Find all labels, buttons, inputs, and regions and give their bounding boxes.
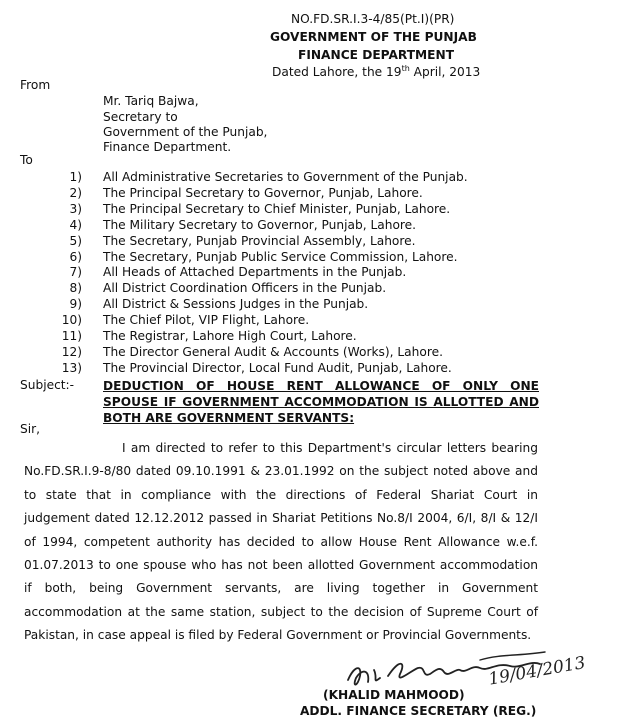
recipient-number: 9) xyxy=(69,297,82,312)
recipient-number: 10) xyxy=(61,313,82,328)
body-paragraph xyxy=(24,437,538,648)
recipient-text: The Director General Audit & Accounts (Works), Lahore. xyxy=(103,344,443,359)
recipient-text: The Registrar, Lahore High Court, Lahore. xyxy=(103,329,357,343)
recipient-number: 8) xyxy=(69,281,82,296)
recipient-number: 11) xyxy=(61,329,82,343)
reference-number: NO.FD.SR.I.3-4/85(Pt.I)(PR) xyxy=(291,12,455,26)
recipient-text: All District & Sessions Judges in the Punjab. xyxy=(103,297,369,312)
recipient-text: The Secretary, Punjab Public Service Commission, Lahore. xyxy=(103,249,458,264)
from-line: Mr. Tariq Bajwa, xyxy=(103,94,199,108)
department-heading: FINANCE DEPARTMENT xyxy=(298,48,455,62)
signatory-name: (KHALID MAHMOOD) xyxy=(323,688,465,702)
body-text: I am directed to refer to this Department's circular letters bearing No.FD.SR.I.9-8/80 dated 09.10.1991 & 23.01.1992 on the subject noted above and to state that in compliance with the directions of Federal Shariat Court in judgement dated 12.12.2012 passed in Shariat Petitions No.8/I 2004, 6/I, 8/I & 12/I of 1994, competent authority has decided to allow House Rent Allowance w.e.f. 01.07.2013 to one spouse who has not been allotted Government accommodation if both, being Government servants, are living together in Government accommodation at the same station, subject to the decision of Supreme Court of Pakistan, in case appeal is filed by Federal Government or Provincial Governments. xyxy=(24,441,538,643)
from-line: Secretary to xyxy=(103,110,178,124)
recipient-text: The Chief Pilot, VIP Flight, Lahore. xyxy=(103,313,310,328)
recipient-number: 2) xyxy=(69,185,82,200)
recipient-number: 1) xyxy=(69,170,82,184)
recipient-text: The Provincial Director, Local Fund Audit, Punjab, Lahore. xyxy=(103,360,452,375)
recipient-number: 7) xyxy=(69,265,82,280)
signatory-designation: ADDL. FINANCE SECRETARY (REG.) xyxy=(300,704,537,718)
recipient-text: All Heads of Attached Departments in the Punjab. xyxy=(103,265,407,280)
letter-date-sup: th xyxy=(401,64,410,73)
handwritten-date: 19/04/2013 xyxy=(487,652,587,690)
from-label: From xyxy=(20,78,51,92)
salutation: Sir, xyxy=(20,422,41,436)
recipient-number: 5) xyxy=(69,233,82,248)
recipient-text: The Secretary, Punjab Provincial Assembly, Lahore. xyxy=(103,233,416,248)
recipient-number: 13) xyxy=(61,360,82,375)
letter-date-suffix: April, 2013 xyxy=(409,65,481,80)
recipient-text: The Principal Secretary to Governor, Punjab, Lahore. xyxy=(103,185,423,200)
letter-date-prefix: Dated Lahore, the 19 xyxy=(272,65,402,80)
recipient-number: 6) xyxy=(69,249,82,264)
from-line: Finance Department. xyxy=(103,140,232,154)
government-heading: GOVERNMENT OF THE PUNJAB xyxy=(270,30,477,44)
recipient-number: 3) xyxy=(69,201,82,216)
recipient-text: All Administrative Secretaries to Government of the Punjab. xyxy=(103,170,468,184)
subject-text: DEDUCTION OF HOUSE RENT ALLOWANCE OF ONLY ONE SPOUSE IF GOVERNMENT ACCOMMODATION IS ALLOTTED AND BOTH ARE GOVERNMENT SERVANTS: xyxy=(103,379,539,425)
recipient-number: 12) xyxy=(61,344,82,359)
recipient-text: All District Coordination Officers in the Punjab. xyxy=(103,281,387,296)
recipient-number: 4) xyxy=(69,217,82,232)
from-line: Government of the Punjab, xyxy=(103,125,268,139)
letter-date xyxy=(272,64,480,79)
to-label: To xyxy=(20,153,33,167)
recipient-text: The Principal Secretary to Chief Minister, Punjab, Lahore. xyxy=(103,201,451,216)
recipient-text: The Military Secretary to Governor, Punjab, Lahore. xyxy=(103,217,417,232)
subject-label: Subject:- xyxy=(20,378,75,392)
